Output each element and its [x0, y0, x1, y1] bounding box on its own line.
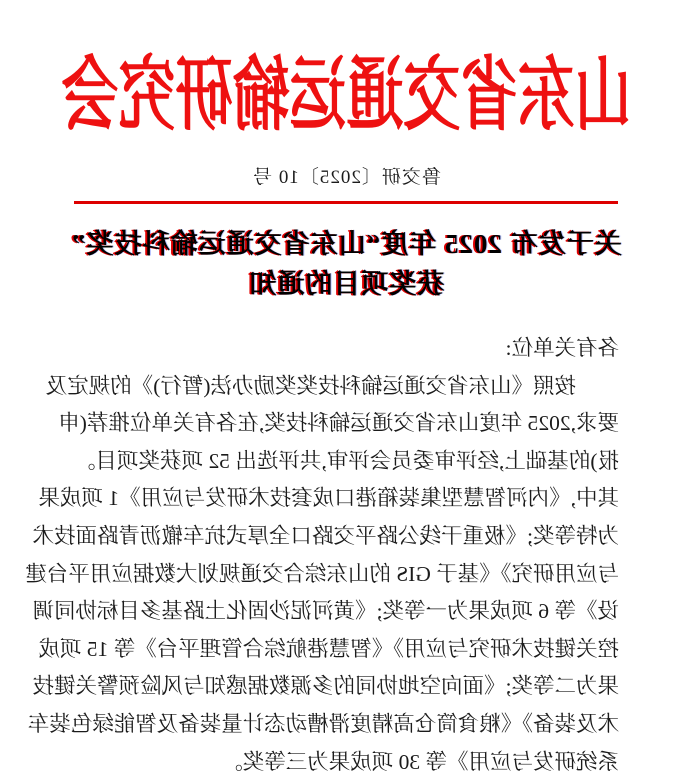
body-text-line: 报)的基础上,经评审委员会评审,共评选出 52 项获奖项目。 [74, 448, 619, 473]
body-text-line: 系统研发与应用》等 30 项成果为三等奖。 [221, 749, 619, 774]
doc-number: 鲁交研〔2025〕10 号 [252, 167, 441, 188]
notice-body [25, 330, 619, 781]
body-text-line: 术及装备》《粮食筒仓高精度滑槽动态计量装备及智能绿色装车 [27, 711, 619, 736]
body-text-line: 要求,2025 年度山东省交通运输科技奖,在各有关单位推荐(申 [58, 411, 619, 436]
red-divider-line [75, 201, 619, 204]
body-text-line: 控关键技术研究与应用》《智慧港航综合管理平台》等 15 项成 [38, 636, 619, 661]
body-text-line: 为特等奖;《极重干线公路平交路口全厚式抗车辙沥青路面技术 [32, 523, 619, 548]
body-text-line: 其中,《内河智慧型集装箱港口成套技术研发与应用》1 项成果 [38, 486, 619, 511]
salutation: 各有关单位: [505, 336, 619, 360]
body-text-line: 与应用研究》《基于 GIS 的山东综合交通规划大数据应用平台建 [25, 561, 619, 586]
notice-title [0, 224, 693, 304]
body-text-line: 按照《山东省交通运输科技奖奖励办法(暂行)》的规定及 [45, 373, 576, 398]
notice-title-line2: 获奖项目的通知 [248, 269, 445, 299]
notice-title-line1: 关于发布 2025 年度“山东省交通运输科技奖” [71, 229, 622, 259]
body-text-line: 果为二等奖;《面向空地协同的多源数据感知与风险预警关键技 [32, 674, 619, 699]
body-text-line: 设》等 6 项成果为一等奖;《黄河泥沙固化土路基多目标协同调 [32, 599, 619, 624]
org-name-heading: 山东省交通运输研究会 [61, 51, 632, 142]
